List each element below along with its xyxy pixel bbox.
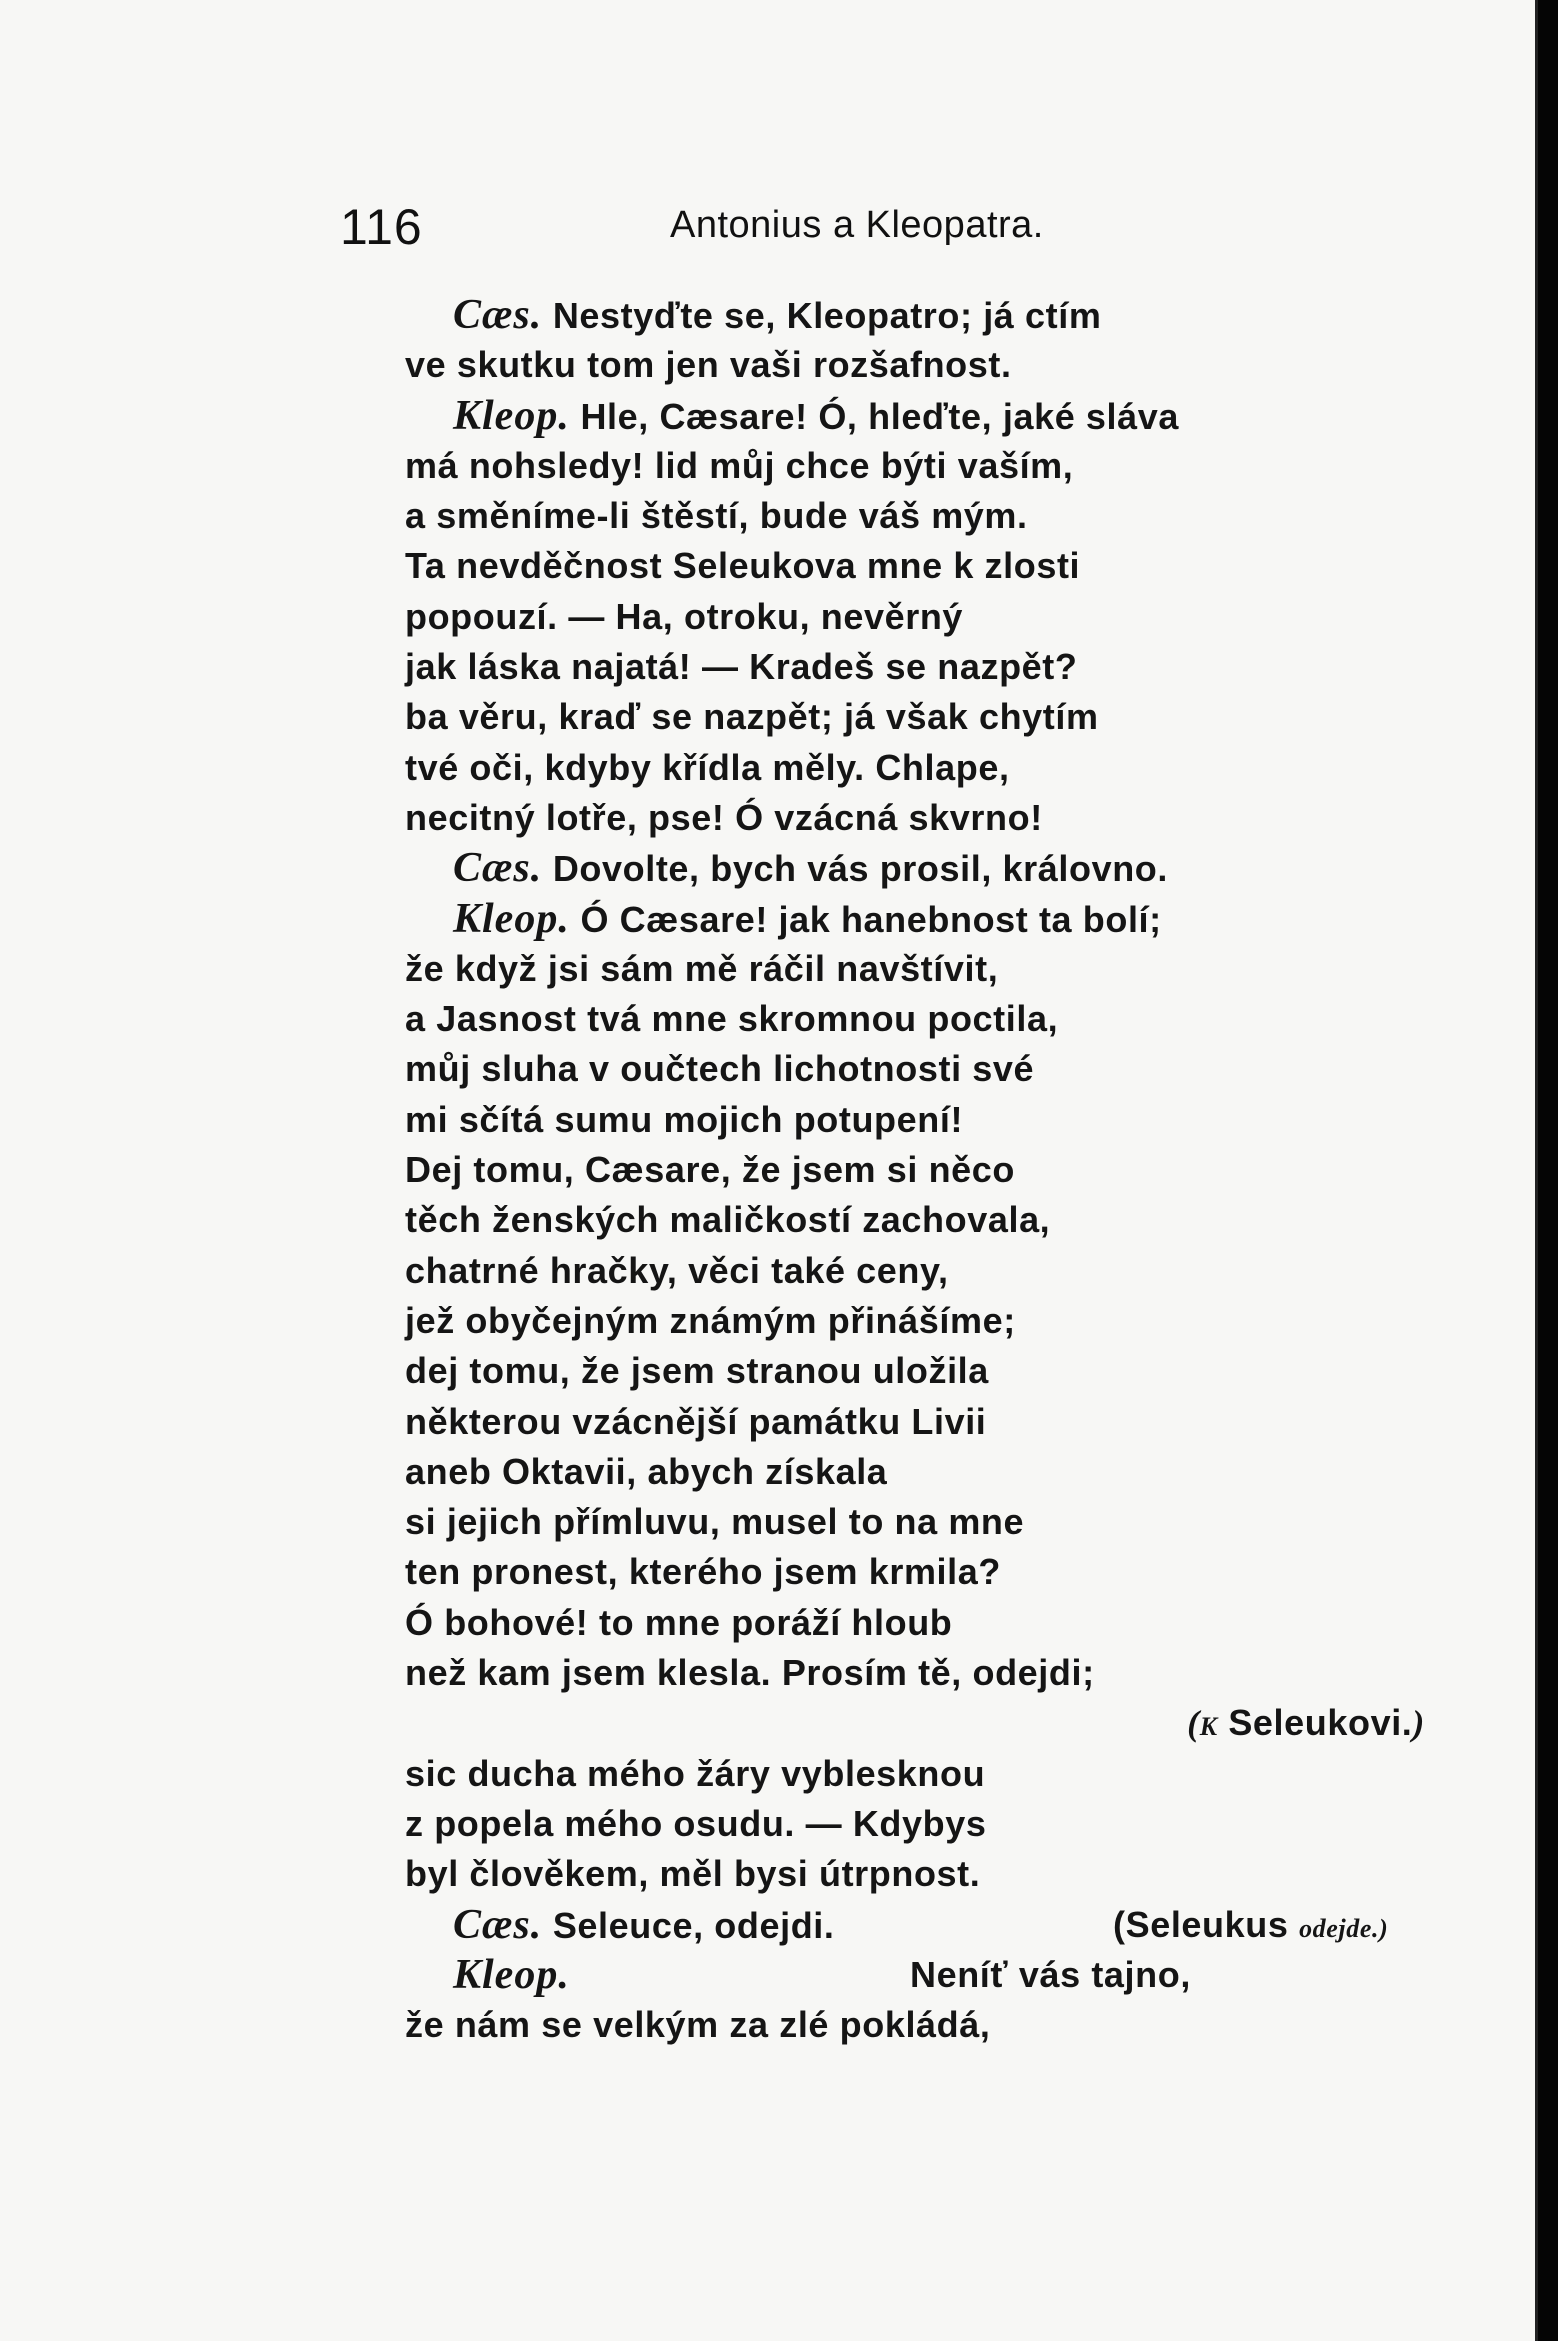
verse-line bbox=[405, 1547, 1465, 1597]
verse-text: že když jsi sám mě ráčil navštívit, bbox=[405, 947, 999, 989]
verse-line-seleuce bbox=[405, 1900, 1465, 1950]
verse-text: ba věru, kraď se nazpět; já však chytím bbox=[405, 696, 1099, 738]
verse-text: že nám se velkým za zlé pokládá, bbox=[405, 2004, 991, 2046]
verse-text: aneb Oktavii, abych získala bbox=[405, 1450, 888, 1492]
verse-line bbox=[405, 1799, 1465, 1849]
verse-text: jež obyčejným známým přinášíme; bbox=[405, 1299, 1016, 1341]
verse-text: než kam jsem klesla. Prosím tě, odejdi; bbox=[405, 1652, 1095, 1694]
verse-text: dej tomu, že jsem stranou uložila bbox=[405, 1350, 989, 1392]
verse-line bbox=[405, 692, 1465, 742]
verse-line-last bbox=[405, 2000, 1465, 2050]
verse-line bbox=[405, 1849, 1465, 1899]
verse-text: ve skutku tom jen vaši rozšafnost. bbox=[405, 344, 1012, 386]
verse-line bbox=[405, 491, 1465, 541]
verse-text: chatrné hračky, věci také ceny, bbox=[405, 1249, 949, 1291]
page-number: 116 bbox=[340, 199, 423, 255]
verse-text: Dej tomu, Cæsare, že jsem si něco bbox=[405, 1149, 1016, 1191]
verse-line bbox=[405, 1246, 1465, 1296]
verse-text: těch ženských maličkostí zachovala, bbox=[405, 1199, 1051, 1241]
verse-line bbox=[405, 1095, 1465, 1145]
play-text bbox=[405, 290, 1465, 2050]
page-edge-shadow bbox=[1538, 0, 1558, 2341]
verse-text: a Jasnost tvá mne skromnou poctila, bbox=[405, 998, 1059, 1040]
stage-direction-k-seleukovi: (K Seleukovi.) bbox=[1187, 1702, 1425, 1744]
stage-direction-seleukus-odejde: (Seleukus odejde.) bbox=[1113, 1903, 1389, 1945]
verse-line bbox=[405, 541, 1465, 591]
verse-line bbox=[405, 1195, 1465, 1245]
verse-text: byl člověkem, měl bysi útrpnost. bbox=[405, 1853, 981, 1895]
verse-text: Nestyďte se, Kleopatro; já ctím bbox=[552, 295, 1102, 336]
verse-line bbox=[405, 944, 1465, 994]
verse-text: popouzí. — Ha, otroku, nevěrný bbox=[405, 595, 964, 637]
verse-text: mi sčítá sumu mojich potupení! bbox=[405, 1098, 964, 1140]
verse-line bbox=[405, 743, 1465, 793]
verse-text: tvé oči, kdyby křídla měly. Chlape, bbox=[405, 746, 1010, 788]
verse-line bbox=[405, 843, 1465, 893]
verse-line-kleop bbox=[405, 1950, 1465, 2000]
verse-text: Dovolte, bych vás prosil, královno. bbox=[552, 848, 1168, 890]
verse-text: si jejich přímluvu, musel to na mne bbox=[405, 1501, 1025, 1543]
speaker-label: Kleop. bbox=[453, 895, 570, 942]
verse-line bbox=[405, 290, 1465, 340]
verse-text: Ó Cæsare! jak hanebnost ta bolí; bbox=[580, 898, 1162, 940]
verse-text: má nohsledy! lid můj chce býti vaším, bbox=[405, 444, 1074, 486]
verse-line bbox=[405, 1044, 1465, 1094]
verse-text: sic ducha mého žáry vyblesknou bbox=[405, 1752, 986, 1794]
speaker-label: Kleop. bbox=[453, 392, 570, 439]
verse-line bbox=[405, 642, 1465, 692]
verse-text: Ó bohové! to mne poráží hloub bbox=[405, 1601, 953, 1643]
speaker-label: Cæs. bbox=[453, 1901, 543, 1948]
verse-line bbox=[405, 793, 1465, 843]
verse-line bbox=[405, 1749, 1465, 1799]
verse-text: Neníť vás tajno, bbox=[910, 1953, 1191, 1995]
speaker-label: Cæs. bbox=[453, 292, 543, 338]
verse-line bbox=[405, 391, 1465, 441]
verse-text: jak láska najatá! — Kradeš se nazpět? bbox=[405, 646, 1078, 688]
verse-text: Seleuce, odejdi. bbox=[552, 1904, 835, 1946]
verse-line bbox=[405, 1145, 1465, 1195]
verse-text: z popela mého osudu. — Kdybys bbox=[405, 1802, 987, 1844]
page-header bbox=[340, 198, 1100, 258]
verse-text: necitný lotře, pse! Ó vzácná skvrno! bbox=[405, 796, 1043, 838]
verse-line bbox=[405, 1397, 1465, 1447]
speaker-label: Cæs. bbox=[453, 845, 543, 892]
verse-text: můj sluha v oučtech lichotnosti své bbox=[405, 1048, 1035, 1090]
verse-text: a směníme-li štěstí, bude váš mým. bbox=[405, 495, 1028, 537]
verse-line bbox=[405, 894, 1465, 944]
verse-text: Hle, Cæsare! Ó, hleďte, jaké sláva bbox=[580, 395, 1179, 437]
verse-line bbox=[405, 1598, 1465, 1648]
running-title: Antonius a Kleopatra. bbox=[670, 204, 1044, 246]
verse-line bbox=[405, 1296, 1465, 1346]
verse-line bbox=[405, 1648, 1465, 1698]
verse-line bbox=[405, 1447, 1465, 1497]
verse-line bbox=[405, 994, 1465, 1044]
verse-line bbox=[405, 340, 1465, 390]
verse-text: některou vzácnější památku Livii bbox=[405, 1400, 987, 1442]
verse-line bbox=[405, 592, 1465, 642]
speaker-label: Kleop. bbox=[453, 1951, 570, 1998]
verse-text: Ta nevděčnost Seleukova mne k zlosti bbox=[405, 545, 1081, 587]
verse-line bbox=[405, 1497, 1465, 1547]
verse-line bbox=[405, 1346, 1465, 1396]
verse-line bbox=[405, 441, 1465, 491]
verse-text: ten pronest, kterého jsem krmila? bbox=[405, 1551, 1001, 1593]
